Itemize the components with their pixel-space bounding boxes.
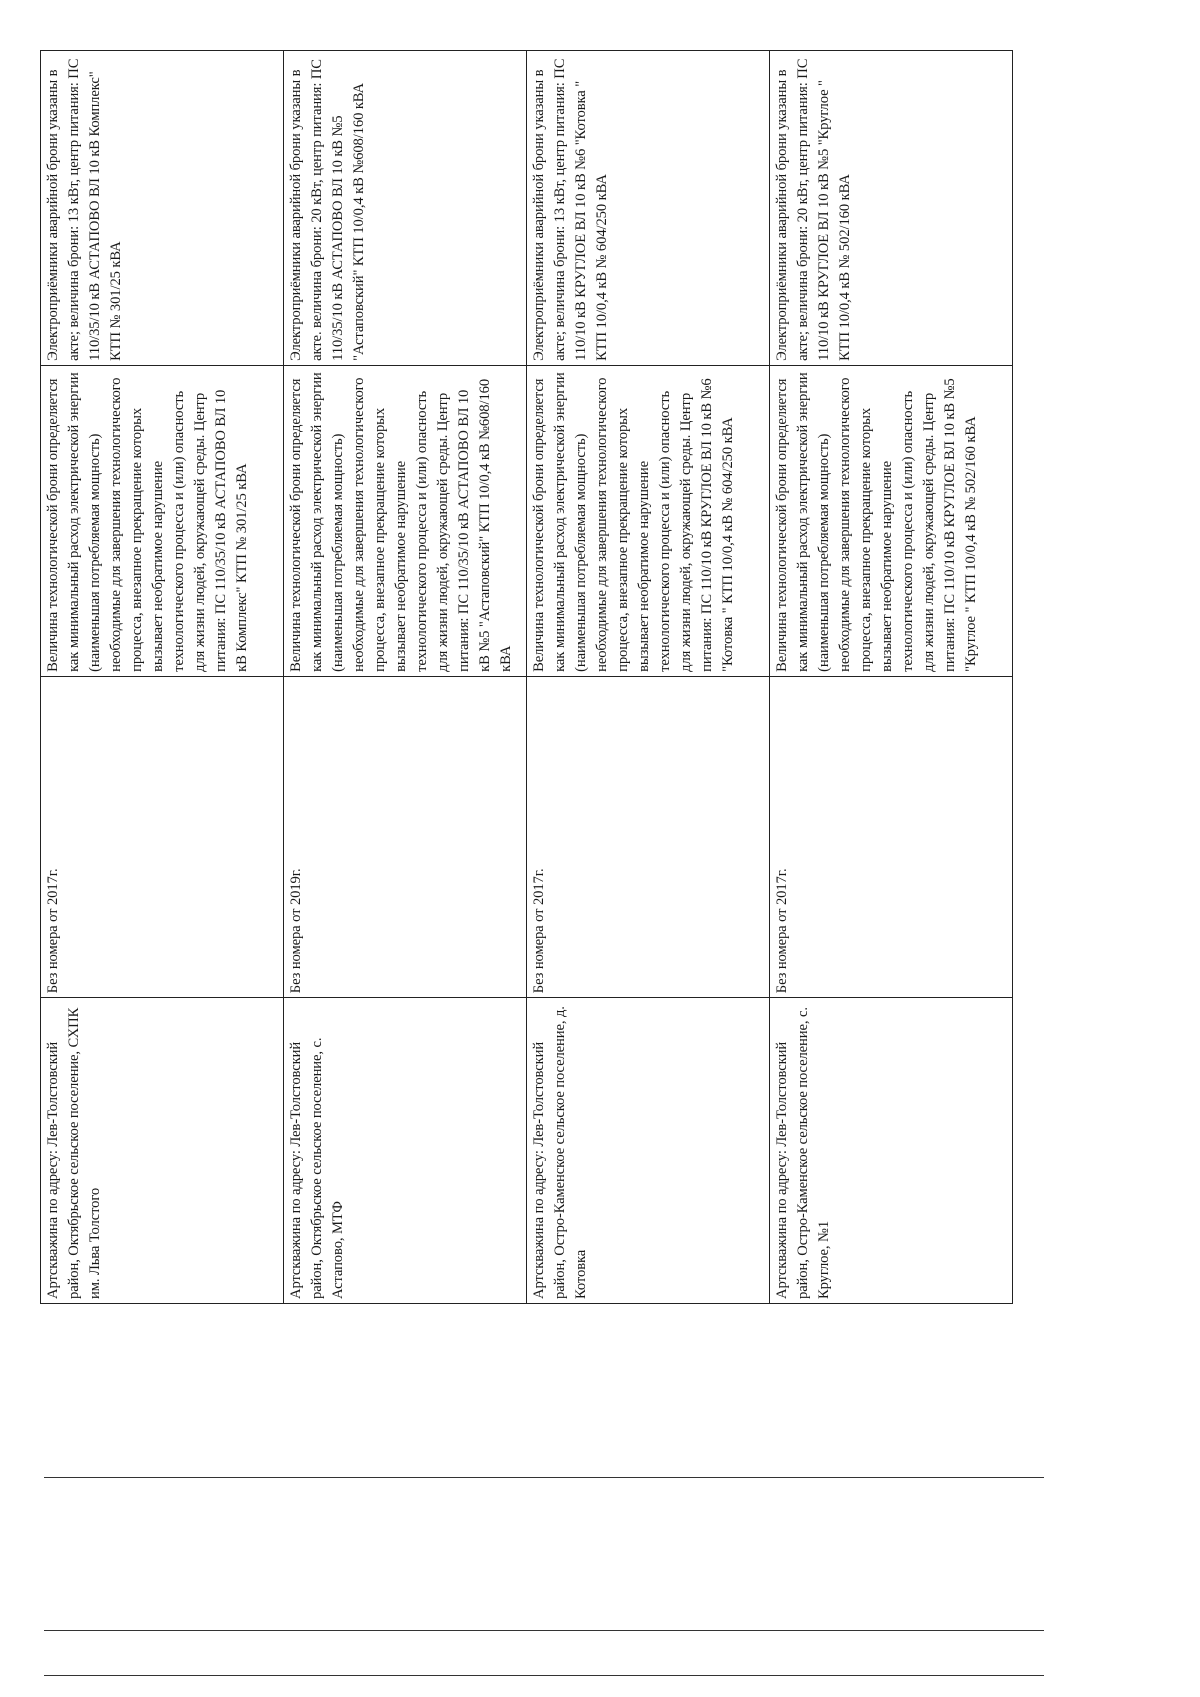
table-row — [41, 51, 284, 1304]
horizontal-rule — [44, 1477, 1044, 1478]
emergency-reserve-cell: Электроприёмники аварийной брони указаны в акте; величина брони: 20 кВт, центр питания: ПС 110/10 кВ КРУГЛОЕ ВЛ 10 кВ №5 "Круглое " КТП 10/0,4 кВ № 502/160 кВА — [770, 51, 1013, 366]
table-row — [770, 51, 1013, 1304]
horizontal-rule — [44, 1675, 1044, 1676]
emergency-reserve-cell: Электроприёмники аварийной брони указаны в акте; величина брони: 13 кВт, центр питания: ПС 110/10 кВ КРУГЛОЕ ВЛ 10 кВ №6 "Котовка " КТП 10/0,4 кВ № 604/250 кВА — [527, 51, 770, 366]
act-date-cell: Без номера от 2017г. — [41, 676, 284, 997]
rotated-table-page — [40, 50, 1044, 1304]
emergency-reserve-cell: Электроприёмники аварийной брони указаны в акте. величина брони: 20 кВт, центр питания: ПС 110/35/10 кВ АСТАПОВО ВЛ 10 кВ №5 "Астаповский" КТП 10/0,4 кВ №608/160 кВА — [284, 51, 527, 366]
tech-reserve-cell: Величина технологической брони определяется как минимальный расход электрической энергии (наименьшая потребляемая мощность) необходимые для завершения технологического процесса, внезапное прекращение которых вызывает необратимое нарушение технологического процесса и (или) опасность для жизни людей, окружающей среды. Центр питания: ПС 110/10 кВ КРУГЛОЕ ВЛ 10 кВ №6 "Котовка " КТП 10/0,4 кВ № 604/250 кВА — [527, 365, 770, 676]
tech-reserve-cell: Величина технологической брони определяется как минимальный расход электрической энергии (наименьшая потребляемая мощность) необходимые для завершения технологического процесса, внезапное прекращение которых вызывает необратимое нарушение технологического процесса и (или) опасность для жизни людей, окружающей среды. Центр питания: ПС 110/35/10 кВ АСТАПОВО ВЛ 10 кВ Комплекс" КТП № 301/25 кВА — [41, 365, 284, 676]
address-cell: Артскважина по адресу: Лев-Толстовский район, Остро-Каменское сельское поселение, с. Круглое, №1 — [770, 998, 1013, 1304]
emergency-reserve-cell: Электроприёмники аварийной брони указаны в акте; величина брони: 13 кВт, центр питания: ПС 110/35/10 кВ АСТАПОВО ВЛ 10 кВ Комплекс" КТП № 301/25 кВА — [41, 51, 284, 366]
act-date-cell: Без номера от 2017г. — [527, 676, 770, 997]
act-date-cell: Без номера от 2019г. — [284, 676, 527, 997]
table-row — [284, 51, 527, 1304]
table-row — [527, 51, 770, 1304]
address-cell: Артскважина по адресу: Лев-Толстовский район, Октябрьское сельское поселение, СХПК им. Льва Толстого — [41, 998, 284, 1304]
horizontal-rule — [44, 1630, 1044, 1631]
tech-reserve-cell: Величина технологической брони определяется как минимальный расход электрической энергии (наименьшая потребляемая мощность) необходимые для завершения технологического процесса, внезапное прекращение которых вызывает необратимое нарушение технологического процесса и (или) опасность для жизни людей, окружающей среды. Центр питания: ПС 110/10 кВ КРУГЛОЕ ВЛ 10 кВ №5 "Круглое " КТП 10/0,4 кВ № 502/160 кВА — [770, 365, 1013, 676]
address-cell: Артскважина по адресу: Лев-Толстовский район, Остро-Каменское сельское поселение, д. Котовка — [527, 998, 770, 1304]
tech-reserve-cell: Величина технологической брони определяется как минимальный расход электрической энергии (наименьшая потребляемая мощность) необходимые для завершения технологического процесса, внезапное прекращение которых вызывает необратимое нарушение технологического процесса и (или) опасность для жизни людей, окружающей среды. Центр питания: ПС 110/35/10 кВ АСТАПОВО ВЛ 10 кВ №5 "Астаповский" КТП 10/0,4 кВ №608/160 кВА — [284, 365, 527, 676]
address-cell: Артскважина по адресу: Лев-Толстовский район, Октябрьское сельское поселение, с. Астапово, МТФ — [284, 998, 527, 1304]
emergency-reserve-table — [40, 50, 1013, 1304]
act-date-cell: Без номера от 2017г. — [770, 676, 1013, 997]
